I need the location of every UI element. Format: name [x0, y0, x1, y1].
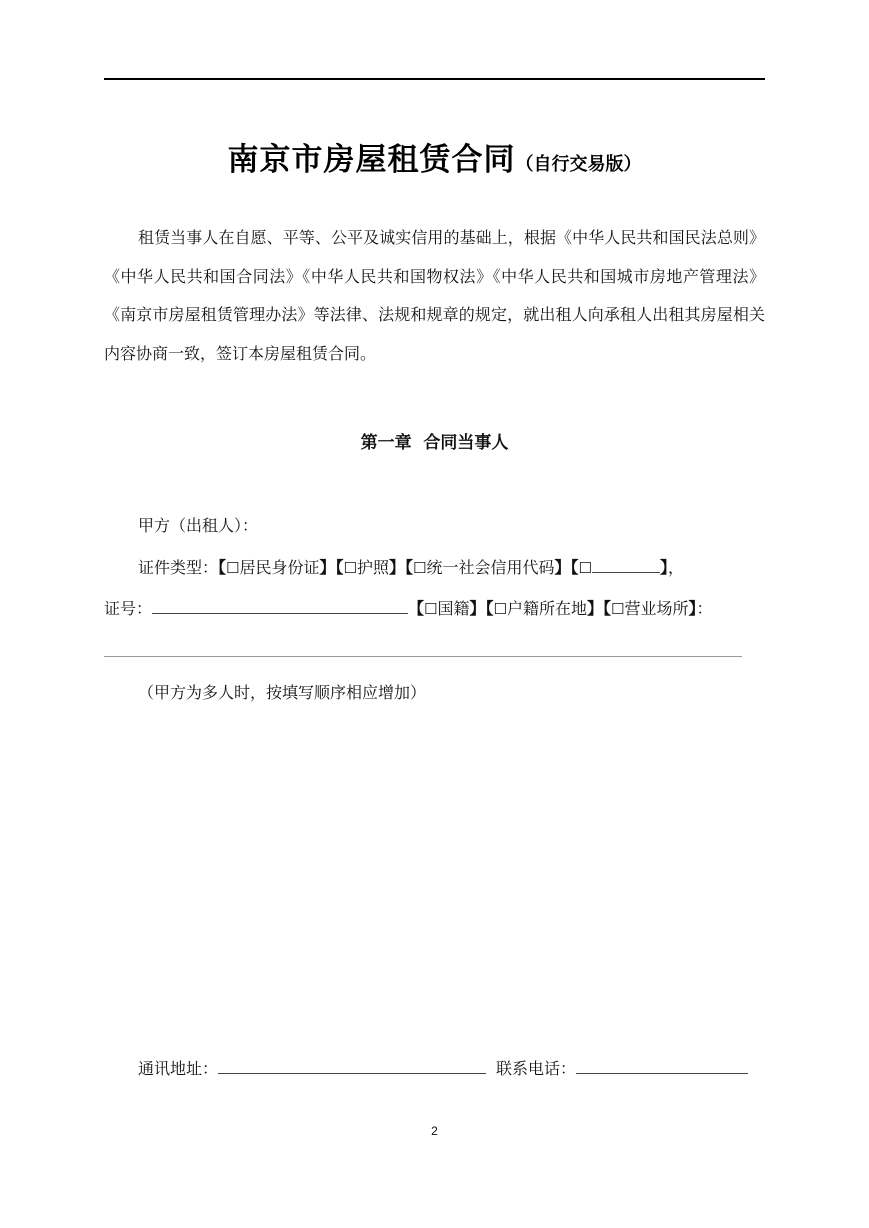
bracket-open: 【	[570, 558, 579, 577]
party-a-line	[138, 515, 258, 537]
bracket-close: 】	[659, 558, 668, 577]
option-household-registration: 户籍所在地	[506, 599, 587, 618]
bracket-close: 】	[688, 599, 697, 618]
checkbox-business-premises[interactable]: ☐	[611, 600, 625, 618]
phone-blank[interactable]	[576, 1057, 748, 1074]
bracket-close: 】	[554, 558, 571, 577]
bracket-close: 】	[389, 558, 406, 577]
bracket-open: 【	[485, 599, 494, 618]
other-id-type-blank[interactable]	[592, 556, 660, 573]
multi-party-note: （甲方为多人时，按填写顺序相应增加）	[138, 683, 427, 702]
bracket-open: 【	[603, 599, 612, 618]
title-main: 南京市房屋租赁合同	[227, 142, 516, 178]
option-business-premises: 营业场所	[624, 599, 689, 618]
comma: ，	[668, 558, 685, 577]
preamble-paragraph: 租赁当事人在自愿、平等、公平及诚实信用的基础上，根据《中华人民共和国民法总则》《中华人民共和国合同法》《中华人民共和国物权法》《中华人民共和国城市房地产管理法》《南京市房屋租赁管理办法》等法律、法规和规章的规定，就出租人向承租人出租其房屋相关内容协商一致，签订本房屋租赁合同。	[104, 228, 765, 363]
checkbox-passport[interactable]: ☐	[343, 559, 357, 577]
address-label: 通讯地址：	[138, 1059, 219, 1078]
contact-line	[138, 1057, 748, 1080]
bracket-close: 】	[469, 599, 486, 618]
checkbox-other-id[interactable]: ☐	[578, 559, 592, 577]
id-number-blank[interactable]	[152, 597, 408, 614]
page-number: 2	[431, 1124, 438, 1138]
location-fill-line[interactable]	[104, 656, 742, 657]
document-title	[0, 134, 869, 179]
option-passport: 护照	[356, 558, 389, 577]
chapter-heading: 第一章 合同当事人	[360, 433, 509, 453]
checkbox-nationality[interactable]: ☐	[424, 600, 438, 618]
bracket-close: 】	[587, 599, 604, 618]
bracket-open: 【	[408, 599, 425, 618]
checkbox-id-card[interactable]: ☐	[226, 559, 240, 577]
bracket-open: 【	[335, 558, 344, 577]
address-blank[interactable]	[218, 1057, 486, 1074]
phone-label: 联系电话：	[496, 1059, 577, 1078]
checkbox-credit-code[interactable]: ☐	[413, 559, 427, 577]
option-credit-code: 统一社会信用代码	[426, 558, 555, 577]
id-number-label: 证号：	[104, 599, 153, 618]
id-type-line	[138, 556, 684, 579]
colon: ：	[696, 599, 713, 618]
bracket-open: 【	[218, 558, 227, 577]
header-rule	[104, 78, 765, 80]
party-a-label: 甲方（出租人）：	[138, 516, 259, 535]
option-id-card: 居民身份证	[239, 558, 320, 577]
id-number-line	[104, 597, 713, 620]
checkbox-household-registration[interactable]: ☐	[493, 600, 507, 618]
bracket-close: 】	[319, 558, 336, 577]
id-type-label: 证件类型：	[138, 558, 219, 577]
option-nationality: 国籍	[437, 599, 470, 618]
title-edition: （自行交易版）	[515, 154, 642, 175]
bracket-open: 【	[405, 558, 414, 577]
